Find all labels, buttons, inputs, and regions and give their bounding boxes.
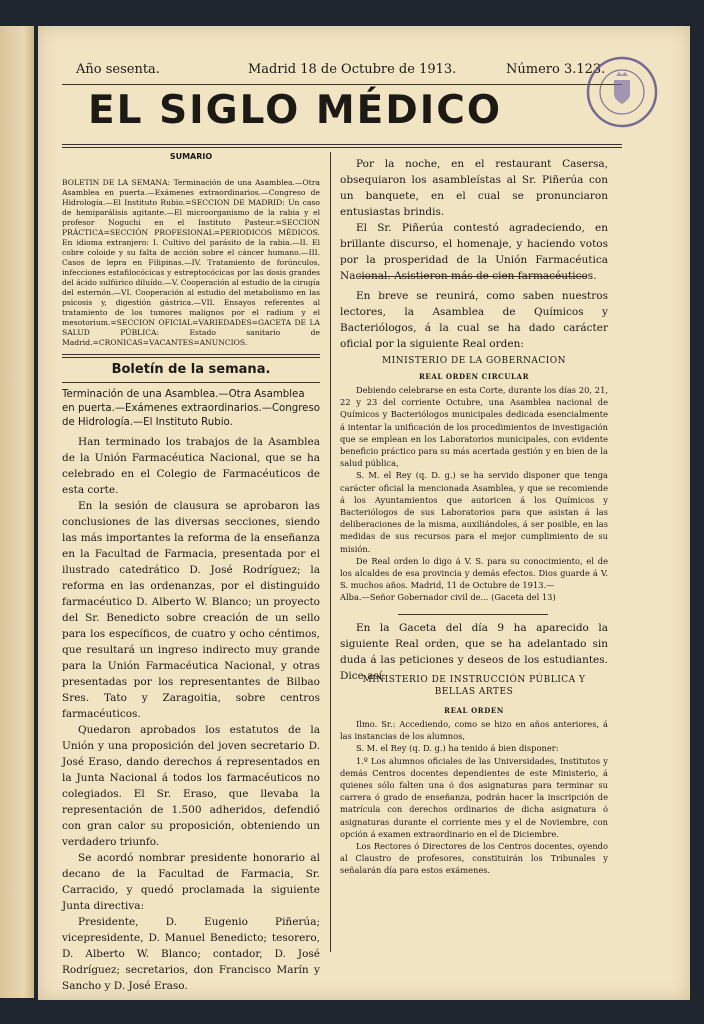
real-orden-label: REAL ORDEN <box>444 706 504 715</box>
sumario-text: BOLETIN DE LA SEMANA: Terminación de una Asamblea.—Otra Asamblea en puerta.—Exámenes extraordinarios.—Congreso de Hidrología.—El Instituto Rubio.=SECCION DE MADRID: Un caso de hemiparálisis agitante.—El microorganismo de la rabia y el profesor Noguchi en el Instituto Pasteur.=SECCION PRÁCTICA=SECCIÓN PROFESIONAL=PERIODICOS MÉDICOS. En idioma extranjero: I. Cultivo del parásito de la rabia.—II. El cobre coloide y su falta de acción sobre el cáncer humano.—III. Casos de lepra en Filipinas.—IV. Tratamiento de forúnculos, infecciones estafilocócicas y estreptocócicas por las dosis grandes del ácido sulfúrico diluído.—V. Cooperación al estudio de la cirugía del esternón.—VI. Cooperación al estudio del metabolismo en las psicosis y, digestión gástrica.—VII. Ensayos referentes al tratamiento de los tumores malignos por el radium y el mesotorium.=SECCION OFICIAL=VARIEDADES=GACETA DE LA SALUD PÚBLICA: Estado sanitario de Madrid.=CRONICAS=VACANTES=ANUNCIOS. <box>62 178 320 347</box>
right-paragraph: En la Gaceta del día 9 ha aparecido la siguiente Real orden, que se ha adelantado sin duda á las peticiones y deseos de los estudiantes. Dice así: <box>340 622 608 682</box>
decree-paragraph: 1.º Los alumnos oficiales de las Universidades, Institutos y demás Centros docentes dependientes de este Ministerio, á quienes sólo falten una ó dos asignaturas para terminar su carrera ó grado de enseñanza, podrán hacer la inscripción de matrícula con derechos ordinarios de dicha asignatura ó asignaturas durante el corriente mes y el de Noviembre, con opción á examen extraordinario en el de Diciembre. <box>340 755 608 839</box>
issue-number: Número 3.123. <box>506 62 606 77</box>
decree-paragraph: S. M. el Rey (q. D. g.) se ha servido disponer que tenga carácter oficial la mencionada Asamblea, y que se recomiende á los Ayuntamientos que autoricen á los Químicos y Bacteriólogos de sus Laboratorios para que asistan á las deliberaciones de la misma, auxiliándoles, á ser posible, en las medidas de sus recursos para el mejor cumplimiento de su misión. <box>340 470 608 554</box>
newspaper-page <box>38 26 690 1000</box>
header-rule-bottom <box>62 144 622 148</box>
boletin-body <box>62 434 320 994</box>
short-rule <box>398 614 548 615</box>
real-orden-circular-label: REAL ORDEN CIRCULAR <box>418 372 529 381</box>
right-intro <box>340 156 608 284</box>
sumario-rule <box>62 354 320 358</box>
masthead-title: EL SIGLO MÉDICO <box>88 88 502 133</box>
decree-paragraph: Ilmo. Sr.: Accediendo, como se hizo en años anteriores, á las instancias de los alumnos, <box>340 719 608 742</box>
year-label: Año sesenta. <box>76 62 160 77</box>
right-paragraph: El Sr. Piñerúa contestó agradeciendo, en brillante discurso, el homenaje, y haciendo votos por la prosperidad de la Unión Farmacéutica Nacional. Asistieron más de cien farmacéuticos. <box>340 222 608 282</box>
decree-paragraph: Los Rectores ó Directores de los Centros docentes, oyendo al Claustro de profesores, constituirán los Tribunales y señalarán día para estos exámenes. <box>340 841 608 876</box>
boletin-paragraph: Se acordó nombrar presidente honorario al decano de la Facultad de Farmacia, Sr. Carracido, y quedó proclamada la siguiente Junta directiva: <box>62 852 320 912</box>
boletin-heading: Boletín de la semana. <box>111 362 271 377</box>
boletin-paragraph: Han terminado los trabajos de la Asamblea de la Unión Farmacéutica Nacional, que se ha celebrado en el Colegio de Farmacéuticos de esta corte. <box>62 436 320 496</box>
boletin-paragraph: Quedaron aprobados los estatutos de la Unión y una proposición del joven secretario D. José Eraso, dando derechos á representados en la Junta Nacional á todos los farmacéuticos no colegiados. El Sr. Eraso, que llevaba la representación de 1.500 adheridos, defendió con gran calor su proposición, obteniendo un verdadero triunfo. <box>62 724 320 848</box>
stamp-text <box>586 56 658 128</box>
right-paragraph: Por la noche, en el restaurant Casersa, obsequiaron los asambleístas al Sr. Piñerúa con un banquete, en el cual se pronunciaron entusiastas brindis. <box>340 158 608 218</box>
right-announce <box>340 288 608 352</box>
right-paragraph: En breve se reunirá, como saben nuestros lectores, la Asamblea de Químicos y Bacteriólogos, á la cual se ha dado carácter oficial por la siguiente Real orden: <box>340 290 608 350</box>
column-divider <box>330 152 331 952</box>
header-rule-top <box>62 84 622 85</box>
issue-date: Madrid 18 de Octubre de 1913. <box>248 62 457 77</box>
real-orden-1-text <box>340 384 608 604</box>
boletin-rule <box>62 382 320 383</box>
ministry-gobernacion-title: MINISTERIO DE LA GOBERNACION <box>381 356 567 366</box>
boletin-subheading: Terminación de una Asamblea.—Otra Asamblea en puerta.—Exámenes extraordinarios.—Congreso de Hidrología.—El Instituto Rubio. <box>62 389 320 428</box>
previous-page-edge <box>0 26 34 998</box>
boletin-paragraph: Presidente, D. Eugenio Piñerúa; vicepresidente, D. Manuel Benedicto; tesorero, D. Alberto W. Blanco; contador, D. José Rodríguez; secretarios, don Francisco Marín y Sancho y D. José Eraso. <box>62 916 320 992</box>
decree-paragraph: De Real orden lo digo á V. S. para su conocimiento, el de los alcaldes de esa provincia y demás efectos. Dios guarde á V. S. muchos años. Madrid, 11 de Octubre de 1913.— <box>340 555 608 591</box>
decree-paragraph: Debiendo celebrarse en esta Corte, durante los días 20, 21, 22 y 23 del corriente Octubre, una Asamblea nacional de Químicos y Bacteriólogos municipales dedicada esencialmente á intentar la unificación de los procedimientos de investigación que se emplean en los Laboratorios municipales, con evidente beneficio práctico para su más acertada gestión y en bien de la salud pública, <box>340 385 608 469</box>
real-orden-2-text <box>340 718 608 877</box>
library-stamp <box>586 56 658 128</box>
sumario-title: SUMARIO <box>169 152 213 161</box>
decree-paragraph: S. M. el Rey (q. D. g.) ha tenido á bien disponer: <box>356 743 559 754</box>
section-rule <box>358 276 586 277</box>
decree-signature: Alba.—Señor Gobernador civil de... (Gaceta del 13) <box>340 592 556 603</box>
boletin-paragraph: En la sesión de clausura se aprobaron las conclusiones de las diversas secciones, siendo las más importantes la reforma de la enseñanza en la Facultad de Farmacia, presentada por el ilustrado catedrático D. José Rodríguez; la reforma en las ordenanzas, por el distinguido farmacéutico D. Alberto W. Blanco; un proyecto del Sr. Benedicto sobre creación de un sello para los específicos, de cuatro y ocho céntimos, que resultará un ingreso indirecto muy grande para la Unión Farmacéutica Nacional, y otras presentadas por los representantes de Bilbao Sres. Tato y Zaragoitia, sobre centros farmacéuticos. <box>62 500 320 720</box>
ministry-instruccion-title: MINISTERIO DE INSTRUCCIÓN PÚBLICA Y BELLAS ARTES <box>362 675 586 697</box>
